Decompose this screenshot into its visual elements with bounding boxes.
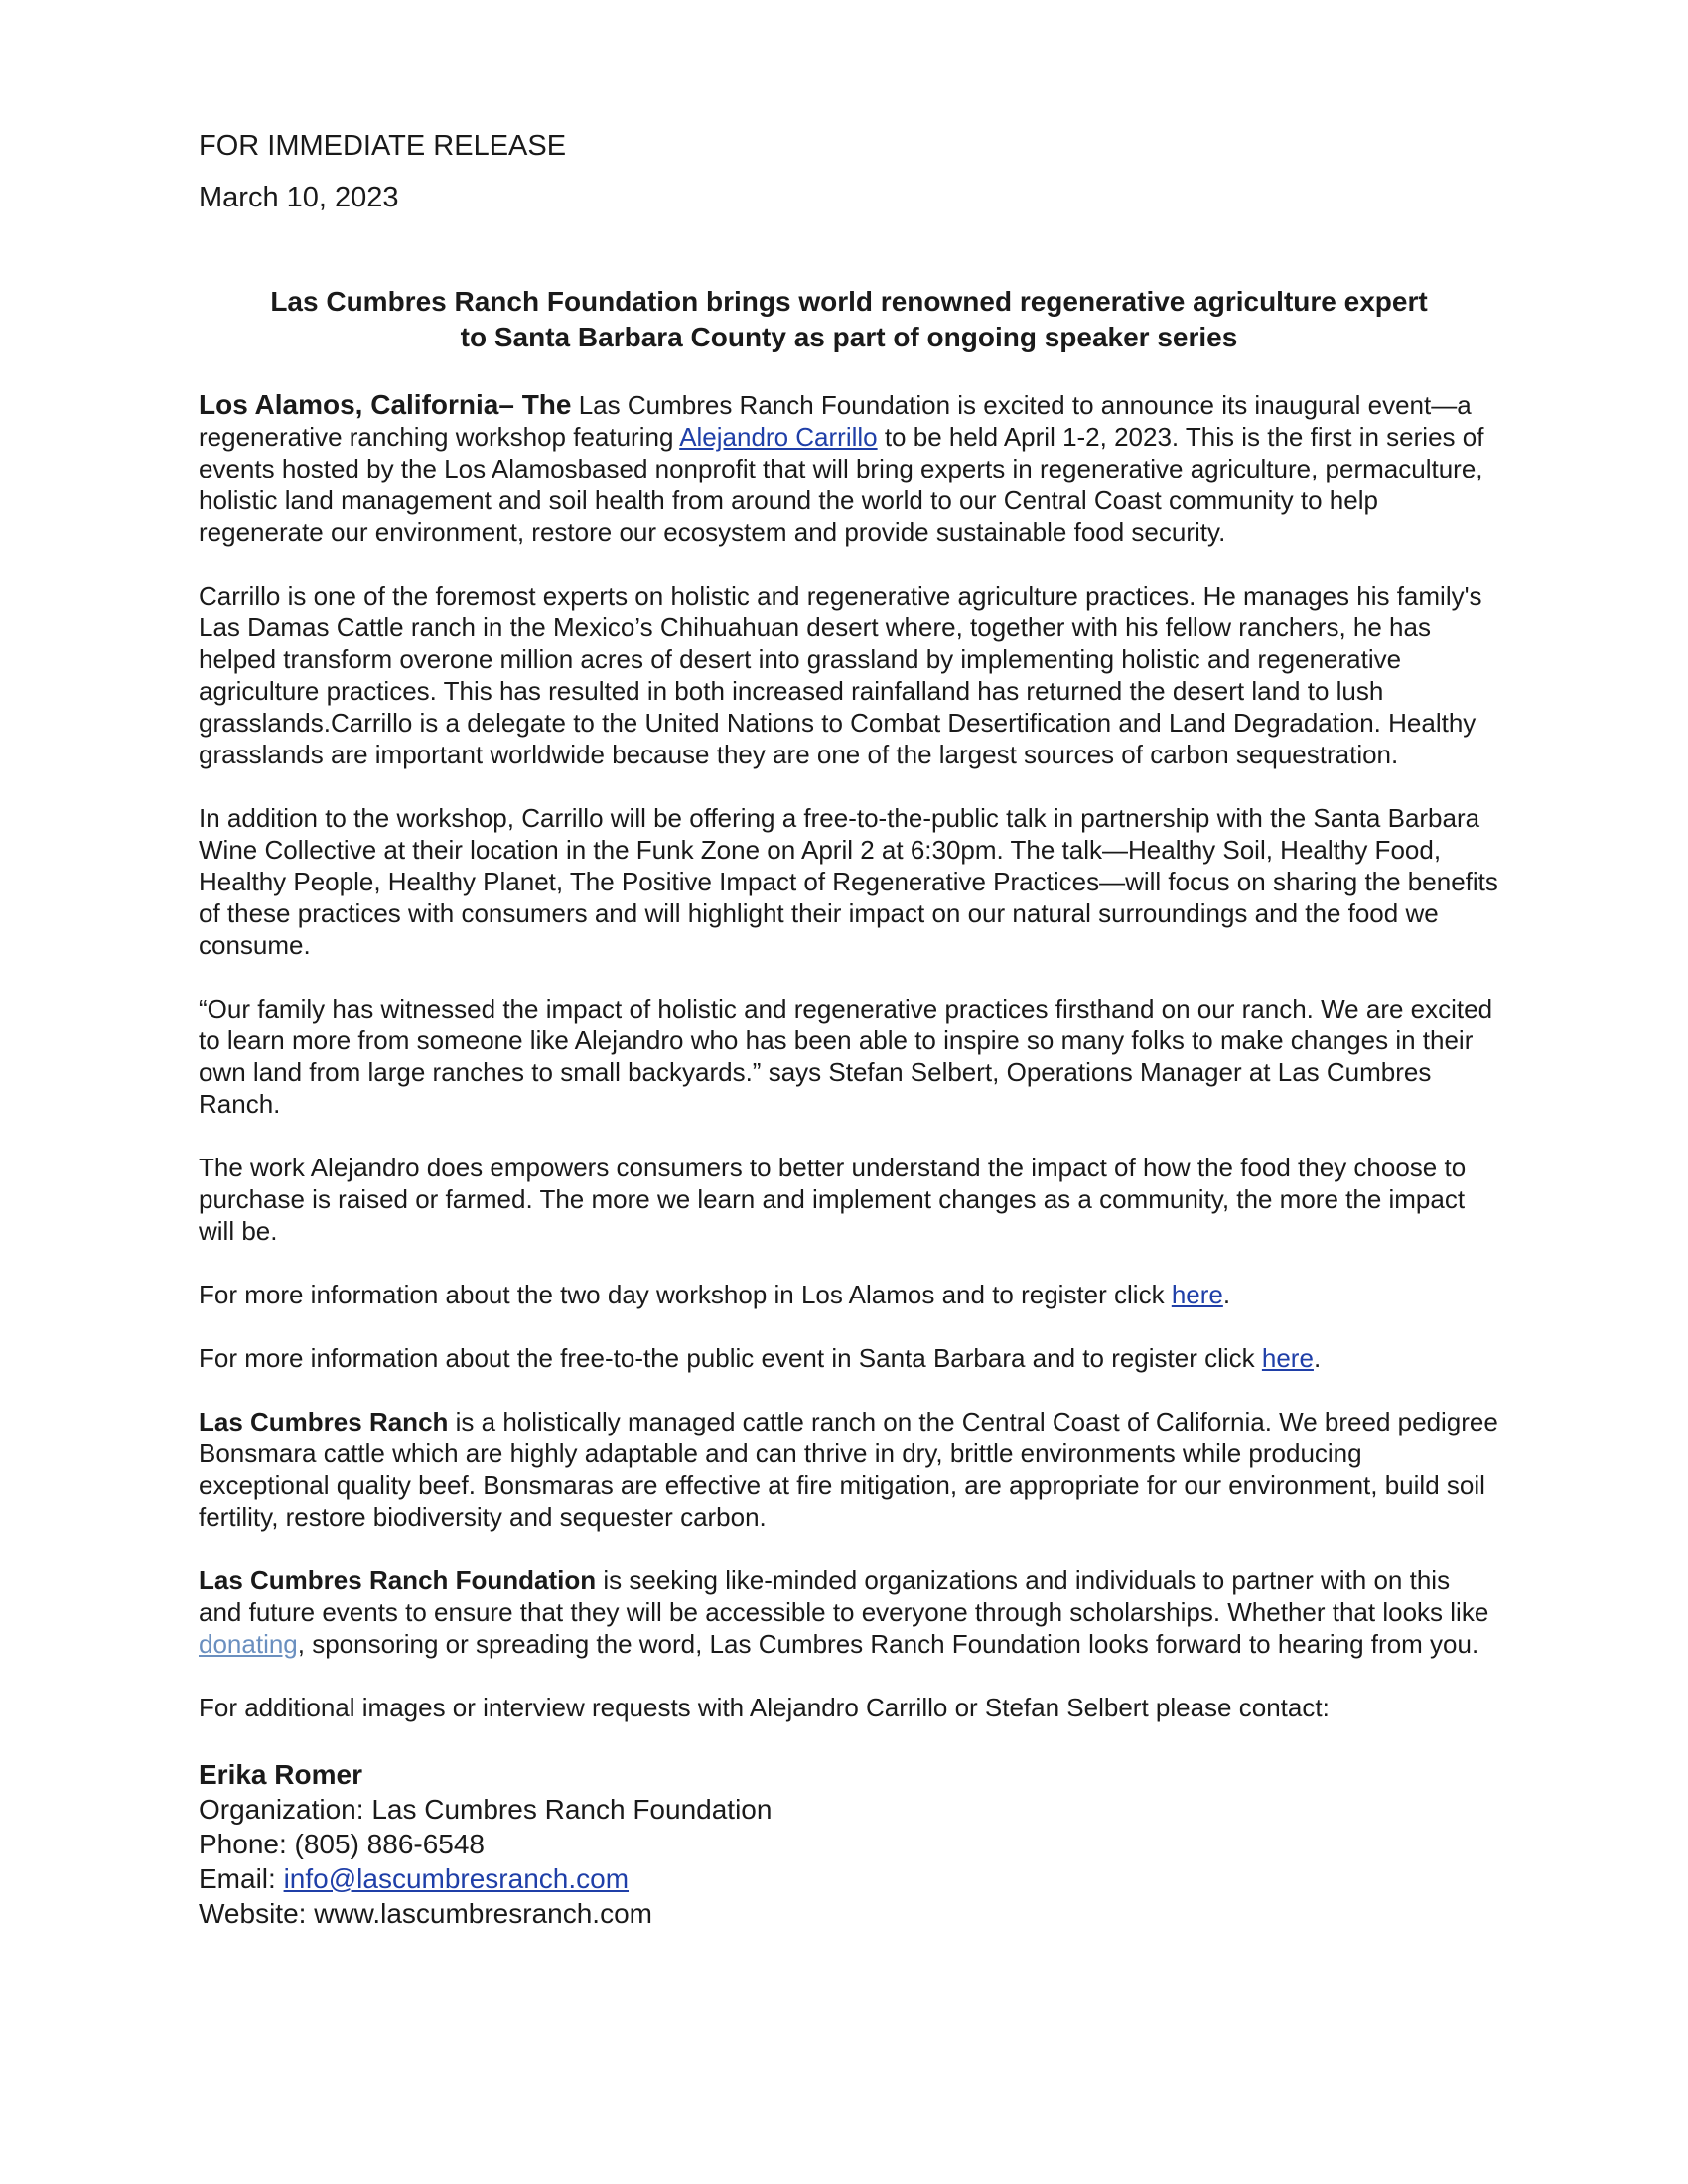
contact-email-link[interactable]: info@lascumbresranch.com xyxy=(283,1863,630,1894)
contact-organization: Organization: Las Cumbres Ranch Foundation xyxy=(199,1794,773,1825)
workshop-register-end: . xyxy=(1222,1280,1231,1309)
event-register-end: . xyxy=(1313,1343,1322,1373)
about-ranch-text: is a holistically managed cattle ranch on the Central Coast of California. We breed pedigree Bonsmara cattle which are highly adaptable and can thrive in dry, brittle environments while producing exceptional quality beef. Bonsmaras are effective at fire mitigation, are appropriate for our environment, build soil fertility, restore biodiversity and sequester carbon. xyxy=(199,1407,1498,1532)
release-label: FOR IMMEDIATE RELEASE xyxy=(199,130,567,162)
paragraph-about-ranch xyxy=(199,1406,1499,1533)
contact-email-line xyxy=(199,1861,1499,1896)
workshop-register-text: For more information about the two day workshop in Los Alamos and to register click xyxy=(199,1280,1172,1309)
workshop-register-link[interactable]: here xyxy=(1171,1280,1223,1309)
press-release xyxy=(199,127,1499,1931)
paragraph-impact: The work Alejandro does empowers consumers to better understand the impact of how the food they choose to purchase is raised or farmed. The more we learn and implement changes as a community, the more the impact will be. xyxy=(199,1153,1467,1246)
paragraph-carrillo-bio: Carrillo is one of the foremost experts on holistic and regenerative agriculture practices. He manages his family's Las Damas Cattle ranch in the Mexico’s Chihuahuan desert where, together with his fellow ranchers, he has helped transform overone million acres of desert into grassland by implementing holistic and regenerative agriculture practices. This has resulted in both increased rainfalland has returned the desert land to lush grasslands.Carrillo is a delegate to the United Nations to Combat Desertification and Land Degradation. Healthy grasslands are important worldwide because they are one of the largest sources of carbon sequestration. xyxy=(199,581,1482,769)
contact-website: Website: www.lascumbresranch.com xyxy=(199,1898,652,1929)
alejandro-carrillo-link[interactable]: Alejandro Carrillo xyxy=(679,422,878,452)
about-foundation-text-b: , sponsoring or spreading the word, Las Cumbres Ranch Foundation looks forward to hearing from you. xyxy=(297,1629,1479,1659)
paragraph-intro xyxy=(199,389,1499,548)
event-register-text: For more information about the free-to-the public event in Santa Barbara and to register click xyxy=(199,1343,1262,1373)
release-date: March 10, 2023 xyxy=(199,182,399,213)
paragraph-event-register xyxy=(199,1342,1499,1374)
ranch-name: Las Cumbres Ranch xyxy=(199,1407,449,1436)
event-register-link[interactable]: here xyxy=(1261,1343,1314,1373)
paragraph-public-talk: In addition to the workshop, Carrillo will be offering a free-to-the-public talk in partnership with the Santa Barbara Wine Collective at their location in the Funk Zone on April 2 at 6:30pm. The talk—Healthy Soil, Healthy Food, Healthy People, Healthy Planet, The Positive Impact of Regenerative Practices—will focus on sharing the benefits of these practices with consumers and will highlight their impact on our natural surroundings and the food we consume. xyxy=(199,803,1498,960)
foundation-name: Las Cumbres Ranch Foundation xyxy=(199,1566,597,1595)
paragraph-workshop-register xyxy=(199,1279,1499,1310)
contact-phone: Phone: (805) 886-6548 xyxy=(199,1829,485,1859)
contact-email-label: Email: xyxy=(199,1863,284,1894)
intro-text-a: Las Cumbres Ranch Foundation is excited to announce its inaugural event—a regenerative ranching workshop featuring xyxy=(199,390,1472,452)
headline xyxy=(199,284,1499,355)
headline-line-2: to Santa Barbara County as part of ongoing speaker series xyxy=(460,322,1238,352)
paragraph-contact-request: For additional images or interview requests with Alejandro Carrillo or Stefan Selbert please contact: xyxy=(199,1693,1330,1722)
contact-block xyxy=(199,1757,1499,1931)
headline-line-1: Las Cumbres Ranch Foundation brings world renowned regenerative agriculture expert xyxy=(270,286,1428,317)
donating-link[interactable]: donating xyxy=(199,1629,298,1659)
about-foundation-text-a: is seeking like-minded organizations and individuals to partner with on this and future events to ensure that they will be accessible to everyone through scholarships. Whether that looks like xyxy=(199,1566,1489,1627)
contact-name: Erika Romer xyxy=(199,1759,362,1790)
intro-text-b: to be held April 1-2, 2023. This is the first in series of events hosted by the Los Alamosbased nonprofit that will bring experts in regenerative agriculture, permaculture, holistic land management and soil health from around the world to our Central Coast community to help regenerate our environment, restore our ecosystem and provide sustainable food security. xyxy=(199,422,1484,547)
paragraph-about-foundation xyxy=(199,1565,1499,1660)
dateline: Los Alamos, California– The xyxy=(199,389,572,420)
paragraph-quote: “Our family has witnessed the impact of holistic and regenerative practices firsthand on our ranch. We are excited to learn more from someone like Alejandro who has been able to inspire so many folks to make changes in their own land from large ranches to small backyards.” says Stefan Selbert, Operations Manager at Las Cumbres Ranch. xyxy=(199,994,1493,1119)
